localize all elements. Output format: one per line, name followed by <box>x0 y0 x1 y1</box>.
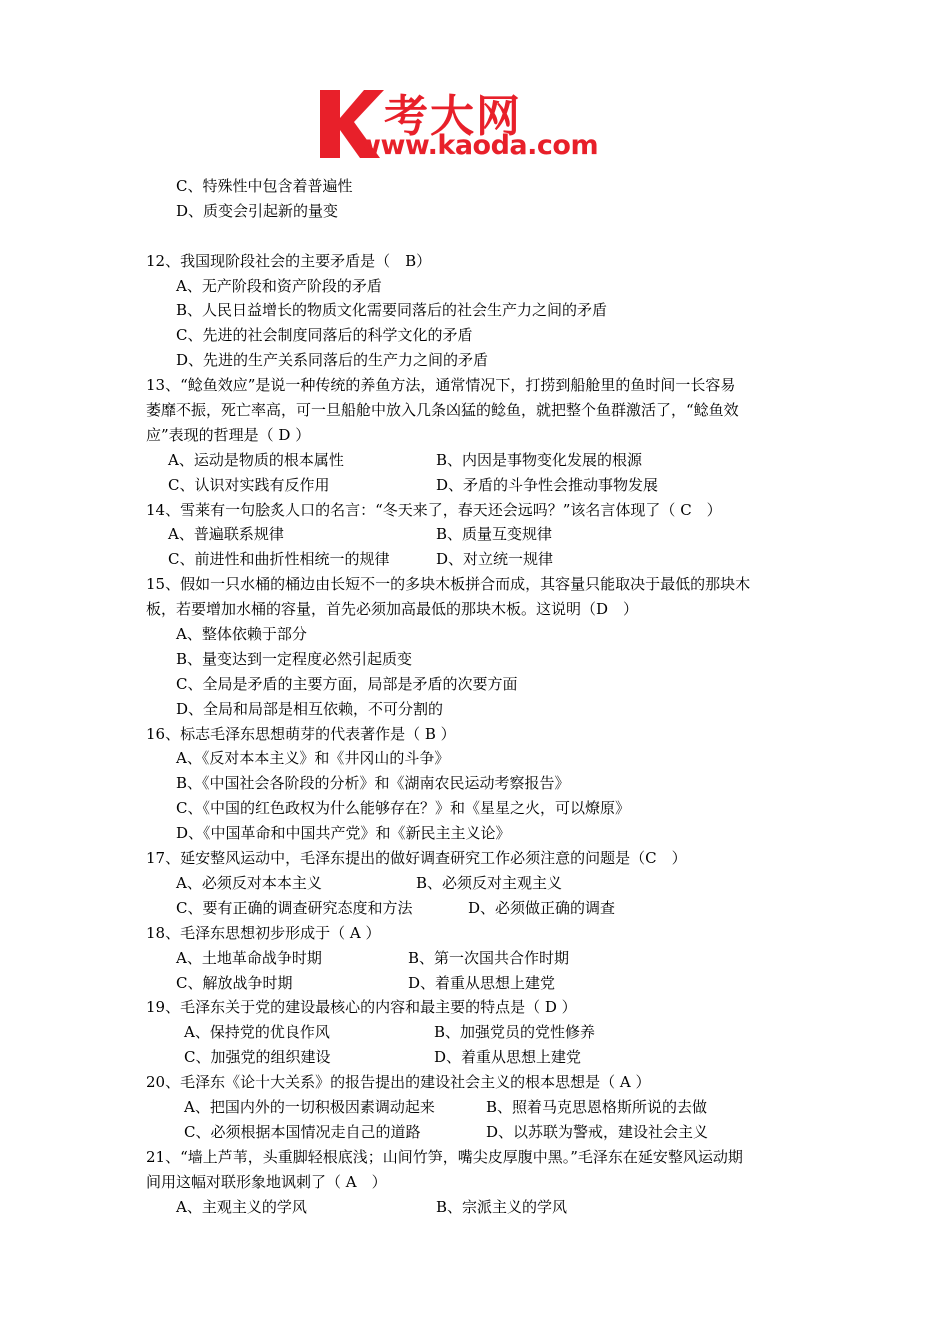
spacer <box>146 224 816 249</box>
logo-website-url: www.kaoda.com <box>356 130 599 161</box>
q17-option-a: A、必须反对本本主义 <box>176 873 322 892</box>
q19-option-d: D、着重从思想上建党 <box>434 1048 582 1067</box>
logo-chinese-name: 考大网 <box>384 91 522 142</box>
exam-content <box>146 174 816 1219</box>
q19-option-c: C、加强党的组织建设 <box>184 1048 331 1067</box>
q16-option-d: D、《中国革命和中国共产党》和《新民主主义论》 <box>176 824 511 843</box>
q19-options-row1 <box>146 1020 816 1045</box>
q16-option-a: A、《反对本本主义》和《井冈山的斗争》 <box>176 749 450 768</box>
q13-options-row1 <box>146 448 816 473</box>
q15-stem-line1: 15、假如一只水桶的桶边由长短不一的多块木板拼合而成，其容量只能取决于最低的那块木 <box>146 575 751 594</box>
q19-option-b: B、加强党员的党性修养 <box>434 1023 596 1042</box>
prev-option-d: D、质变会引起新的量变 <box>176 201 339 220</box>
q21-stem-line2: 间用这幅对联形象地讽刺了（ A ） <box>146 1172 387 1191</box>
q17-option-b: B、必须反对主观主义 <box>416 873 563 892</box>
q20-option-b: B、照着马克思恩格斯所说的去做 <box>486 1097 708 1116</box>
q15-option-c: C、全局是矛盾的主要方面，局部是矛盾的次要方面 <box>176 674 518 693</box>
q14-option-c: C、前进性和曲折性相统一的规律 <box>168 550 390 569</box>
q15-option-b: B、量变达到一定程度必然引起质变 <box>176 649 413 668</box>
q13-options-row2 <box>146 473 816 498</box>
q13-option-a: A、运动是物质的根本属性 <box>168 450 344 469</box>
q17-options-row1 <box>146 871 816 896</box>
q17-option-d: D、必须做正确的调查 <box>468 898 616 917</box>
q18-option-a: A、土地革命战争时期 <box>176 948 322 967</box>
q14-option-b: B、质量互变规律 <box>436 525 553 544</box>
q20-option-d: D、以苏联为警戒，建设社会主义 <box>486 1122 709 1141</box>
q15-stem-line2: 板，若要增加水桶的容量，首先必须加高最低的那块木板。这说明（D ） <box>146 600 639 619</box>
q14-options-row1 <box>146 522 816 547</box>
kaoda-logo <box>318 84 638 162</box>
q15-option-d: D、全局和局部是相互依赖，不可分割的 <box>176 699 444 718</box>
q19-option-a: A、保持党的优良作风 <box>184 1023 330 1042</box>
q19-stem: 19、毛泽东关于党的建设最核心的内容和最主要的特点是（ D ） <box>146 998 577 1017</box>
q13-stem-line1: 13、“鲶鱼效应”是说一种传统的养鱼方法，通常情况下，打捞到船舱里的鱼时间一长容易 <box>146 376 736 395</box>
q21-stem-line1: 21、“墙上芦苇，头重脚轻根底浅；山间竹笋，嘴尖皮厚腹中黑。”毛泽东在延安整风运动期 <box>146 1147 743 1166</box>
q17-options-row2 <box>146 896 816 921</box>
q17-option-c: C、要有正确的调查研究态度和方法 <box>176 898 413 917</box>
q14-option-a: A、普遍联系规律 <box>168 525 284 544</box>
q20-stem: 20、毛泽东《论十大关系》的报告提出的建设社会主义的根本思想是（ A ） <box>146 1073 651 1092</box>
q14-option-d: D、对立统一规律 <box>436 550 554 569</box>
q12-option-b: B、人民日益增长的物质文化需要同落后的社会生产力之间的矛盾 <box>176 301 608 320</box>
prev-option-c: C、特殊性中包含着普遍性 <box>176 177 353 195</box>
q12-option-a: A、无产阶段和资产阶段的矛盾 <box>176 276 382 295</box>
q12-option-c: C、先进的社会制度同落后的科学文化的矛盾 <box>176 326 473 345</box>
q13-stem-line3: 应”表现的哲理是（ D ） <box>146 425 311 444</box>
q20-options-row2 <box>146 1120 816 1145</box>
q15-option-a: A、整体依赖于部分 <box>176 625 307 644</box>
q21-option-b: B、宗派主义的学风 <box>436 1197 568 1216</box>
q16-option-c: C、《中国的红色政权为什么能够存在？》和《星星之火，可以燎原》 <box>176 799 630 818</box>
q21-option-a: A、主观主义的学风 <box>176 1197 307 1216</box>
q20-option-a: A、把国内外的一切积极因素调动起来 <box>184 1097 435 1116</box>
q20-option-c: C、必须根据本国情况走自己的道路 <box>184 1122 421 1141</box>
q18-stem: 18、毛泽东思想初步形成于（ A ） <box>146 923 381 942</box>
q21-options-row1 <box>146 1195 816 1220</box>
q12-stem: 12、我国现阶段社会的主要矛盾是（ B） <box>146 251 432 270</box>
q18-option-d: D、着重从思想上建党 <box>408 973 556 992</box>
q13-option-d: D、矛盾的斗争性会推动事物发展 <box>436 475 659 494</box>
q18-options-row1 <box>146 946 816 971</box>
q13-stem-line2: 萎靡不振，死亡率高，可一旦船舱中放入几条凶猛的鲶鱼，就把整个鱼群激活了，“鲶鱼效 <box>146 401 739 420</box>
q16-stem: 16、标志毛泽东思想萌芽的代表著作是（ B ） <box>146 724 456 743</box>
q19-options-row2 <box>146 1045 816 1070</box>
q16-option-b: B、《中国社会各阶段的分析》和《湖南农民运动考察报告》 <box>176 774 570 793</box>
q17-stem: 17、延安整风运动中，毛泽东提出的做好调查研究工作必须注意的问题是（C ） <box>146 849 687 868</box>
q13-option-c: C、认识对实践有反作用 <box>168 475 330 494</box>
q14-stem: 14、雪莱有一句脍炙人口的名言：“冬天来了，春天还会远吗？”该名言体现了（ C ） <box>146 500 722 519</box>
q18-options-row2 <box>146 971 816 996</box>
q12-option-d: D、先进的生产关系同落后的生产力之间的矛盾 <box>176 351 489 370</box>
q20-options-row1 <box>146 1095 816 1120</box>
q18-option-b: B、第一次国共合作时期 <box>408 948 570 967</box>
q18-option-c: C、解放战争时期 <box>176 973 293 992</box>
q14-options-row2 <box>146 547 816 572</box>
q13-option-b: B、内因是事物变化发展的根源 <box>436 450 643 469</box>
